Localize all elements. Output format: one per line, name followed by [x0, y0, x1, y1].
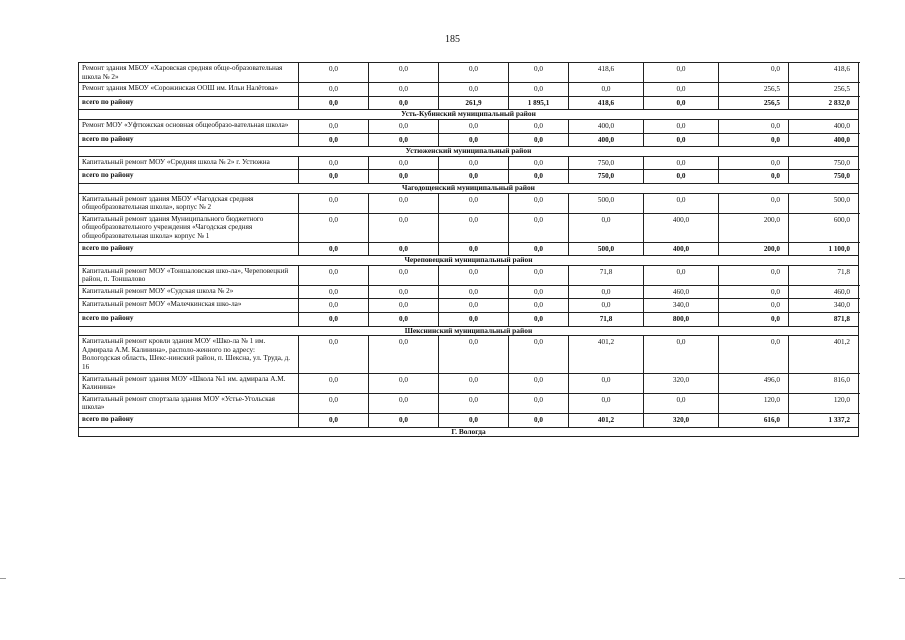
value-cell: 340,0 — [789, 299, 859, 313]
value-cell: 0,0 — [439, 242, 509, 256]
value-cell: 320,0 — [644, 414, 719, 428]
value-cell: 500,0 — [569, 242, 644, 256]
item-name: Капитальный ремонт спортзала здания МОУ «Устье-Угольская школа» — [79, 393, 299, 413]
district-header-row — [79, 427, 859, 437]
value-cell: 0,0 — [719, 285, 789, 299]
value-cell: 0,0 — [509, 285, 569, 299]
value-cell: 0,0 — [439, 119, 509, 133]
item-name: Ремонт МОУ «Уфтюжская основная общеобразо-вательная школа» — [79, 119, 299, 133]
value-cell: 0,0 — [369, 193, 439, 213]
value-cell: 0,0 — [369, 170, 439, 184]
value-cell: 0,0 — [509, 193, 569, 213]
value-cell: 71,8 — [569, 313, 644, 327]
value-cell: 120,0 — [789, 393, 859, 413]
value-cell: 0,0 — [644, 170, 719, 184]
item-name: Ремонт здания МБОУ «Сорожинская ООШ им. Ильи Налётова» — [79, 83, 299, 97]
value-cell: 0,0 — [569, 393, 644, 413]
value-cell: 750,0 — [569, 156, 644, 170]
total-label: всего по району — [79, 242, 299, 256]
item-name: Ремонт здания МБОУ «Харовская средняя обще-образовательная школа № 2» — [79, 63, 299, 83]
district-name: Шекснинский муниципальный район — [79, 326, 859, 336]
table-row — [79, 265, 859, 285]
value-cell: 400,0 — [644, 213, 719, 242]
item-name: Капитальный ремонт здания Муниципального бюджетного общеобразовательного учреждения «Чагодская средняя общеобразовательная школа» корпус № 1 — [79, 213, 299, 242]
value-cell: 616,0 — [719, 414, 789, 428]
district-name: Г. Вологда — [79, 427, 859, 437]
district-header-row — [79, 110, 859, 120]
item-name: Капитальный ремонт здания МБОУ «Чагодская средняя общеобразовательная школа», корпус № 2 — [79, 193, 299, 213]
total-label: всего по району — [79, 313, 299, 327]
value-cell: 0,0 — [719, 156, 789, 170]
page-number: 185 — [445, 34, 460, 45]
value-cell: 0,0 — [719, 63, 789, 83]
value-cell: 71,8 — [789, 265, 859, 285]
value-cell: 0,0 — [299, 313, 369, 327]
value-cell: 0,0 — [439, 193, 509, 213]
value-cell: 0,0 — [369, 313, 439, 327]
value-cell: 0,0 — [439, 63, 509, 83]
value-cell: 0,0 — [644, 96, 719, 110]
value-cell: 750,0 — [789, 156, 859, 170]
value-cell: 0,0 — [509, 414, 569, 428]
value-cell: 400,0 — [569, 133, 644, 147]
value-cell: 0,0 — [569, 373, 644, 393]
value-cell: 256,5 — [719, 83, 789, 97]
district-total-row — [79, 414, 859, 428]
value-cell: 0,0 — [299, 242, 369, 256]
value-cell: 0,0 — [299, 193, 369, 213]
district-name: Чагодощенский муниципальный район — [79, 183, 859, 193]
value-cell: 0,0 — [299, 96, 369, 110]
value-cell: 0,0 — [299, 83, 369, 97]
value-cell: 418,6 — [569, 63, 644, 83]
table-row — [79, 193, 859, 213]
district-total-row — [79, 242, 859, 256]
value-cell: 0,0 — [509, 63, 569, 83]
item-name: Капитальный ремонт МОУ «Тоншаловская шко-ла», Череповецкий район, п. Тоншалово — [79, 265, 299, 285]
district-header-row — [79, 256, 859, 266]
district-name: Усть-Кубинский муниципальный район — [79, 110, 859, 120]
value-cell: 800,0 — [644, 313, 719, 327]
value-cell: 0,0 — [509, 299, 569, 313]
total-label: всего по району — [79, 414, 299, 428]
district-header-row — [79, 183, 859, 193]
table-row — [79, 63, 859, 83]
value-cell: 200,0 — [719, 242, 789, 256]
district-name: Устюженский муниципальный район — [79, 147, 859, 157]
total-label: всего по району — [79, 170, 299, 184]
value-cell: 0,0 — [369, 63, 439, 83]
value-cell: 0,0 — [644, 133, 719, 147]
value-cell: 0,0 — [509, 265, 569, 285]
value-cell: 0,0 — [719, 193, 789, 213]
value-cell: 0,0 — [719, 336, 789, 373]
value-cell: 71,8 — [569, 265, 644, 285]
value-cell: 750,0 — [789, 170, 859, 184]
value-cell: 320,0 — [644, 373, 719, 393]
value-cell: 0,0 — [569, 299, 644, 313]
value-cell: 0,0 — [719, 170, 789, 184]
value-cell: 256,5 — [719, 96, 789, 110]
value-cell: 0,0 — [719, 313, 789, 327]
item-name: Капитальный ремонт МОУ «Средняя школа № 2» г. Устюжна — [79, 156, 299, 170]
value-cell: 0,0 — [369, 265, 439, 285]
value-cell: 0,0 — [299, 299, 369, 313]
value-cell: 0,0 — [369, 373, 439, 393]
value-cell: 418,6 — [789, 63, 859, 83]
value-cell: 418,6 — [569, 96, 644, 110]
value-cell: 460,0 — [789, 285, 859, 299]
table-row — [79, 119, 859, 133]
value-cell: 0,0 — [644, 156, 719, 170]
value-cell: 0,0 — [439, 393, 509, 413]
table-row — [79, 285, 859, 299]
value-cell: 0,0 — [299, 119, 369, 133]
value-cell: 0,0 — [509, 119, 569, 133]
value-cell: 0,0 — [439, 265, 509, 285]
value-cell: 0,0 — [299, 213, 369, 242]
value-cell: 0,0 — [369, 83, 439, 97]
value-cell: 0,0 — [509, 336, 569, 373]
total-label: всего по району — [79, 133, 299, 147]
table-row — [79, 336, 859, 373]
value-cell: 0,0 — [569, 285, 644, 299]
value-cell: 401,2 — [569, 336, 644, 373]
value-cell: 1 895,1 — [509, 96, 569, 110]
value-cell: 0,0 — [369, 285, 439, 299]
value-cell: 0,0 — [509, 83, 569, 97]
value-cell: 0,0 — [369, 299, 439, 313]
value-cell: 0,0 — [439, 83, 509, 97]
district-total-row — [79, 313, 859, 327]
value-cell: 0,0 — [644, 336, 719, 373]
value-cell: 0,0 — [369, 336, 439, 373]
value-cell: 0,0 — [439, 170, 509, 184]
value-cell: 0,0 — [719, 119, 789, 133]
value-cell: 0,0 — [369, 156, 439, 170]
value-cell: 500,0 — [789, 193, 859, 213]
value-cell: 400,0 — [789, 133, 859, 147]
value-cell: 750,0 — [569, 170, 644, 184]
table-row — [79, 393, 859, 413]
district-header-row — [79, 147, 859, 157]
value-cell: 0,0 — [719, 299, 789, 313]
value-cell: 0,0 — [509, 313, 569, 327]
value-cell: 0,0 — [439, 299, 509, 313]
item-name: Капитальный ремонт здания МОУ «Школа №1 им. адмирала А.М. Калинина» — [79, 373, 299, 393]
value-cell: 816,0 — [789, 373, 859, 393]
value-cell: 0,0 — [369, 133, 439, 147]
value-cell: 0,0 — [509, 133, 569, 147]
value-cell: 0,0 — [719, 265, 789, 285]
value-cell: 0,0 — [369, 414, 439, 428]
value-cell: 0,0 — [509, 373, 569, 393]
value-cell: 0,0 — [509, 213, 569, 242]
value-cell: 500,0 — [569, 193, 644, 213]
repair-funding-table — [78, 62, 859, 437]
table-row — [79, 213, 859, 242]
district-total-row — [79, 133, 859, 147]
value-cell: 0,0 — [509, 393, 569, 413]
value-cell: 0,0 — [299, 336, 369, 373]
value-cell: 0,0 — [644, 393, 719, 413]
value-cell: 0,0 — [369, 242, 439, 256]
value-cell: 600,0 — [789, 213, 859, 242]
district-header-row — [79, 326, 859, 336]
value-cell: 1 337,2 — [789, 414, 859, 428]
value-cell: 0,0 — [299, 414, 369, 428]
value-cell: 0,0 — [369, 393, 439, 413]
value-cell: 0,0 — [299, 133, 369, 147]
value-cell: 120,0 — [719, 393, 789, 413]
item-name: Капитальный ремонт МОУ «Судская школа № 2» — [79, 285, 299, 299]
value-cell: 261,9 — [439, 96, 509, 110]
value-cell: 401,2 — [789, 336, 859, 373]
district-name: Череповецкий муниципальный район — [79, 256, 859, 266]
left-margin-mark — [0, 578, 6, 579]
table-row — [79, 156, 859, 170]
value-cell: 0,0 — [299, 373, 369, 393]
value-cell: 401,2 — [569, 414, 644, 428]
value-cell: 0,0 — [439, 285, 509, 299]
value-cell: 400,0 — [569, 119, 644, 133]
value-cell: 0,0 — [369, 213, 439, 242]
table-row — [79, 83, 859, 97]
table-row — [79, 299, 859, 313]
value-cell: 0,0 — [299, 63, 369, 83]
value-cell: 0,0 — [439, 133, 509, 147]
value-cell: 0,0 — [509, 242, 569, 256]
value-cell: 0,0 — [369, 96, 439, 110]
value-cell: 0,0 — [299, 265, 369, 285]
item-name: Капитальный ремонт кровли здания МОУ «Шко-ла № 1 им. Адмирала А.М. Калинина», располо-женного по адресу: Вологодская область, Шекс-нинский район, п. Шексна, ул. Труда, д. 16 — [79, 336, 299, 373]
value-cell: 340,0 — [644, 299, 719, 313]
value-cell: 0,0 — [299, 393, 369, 413]
value-cell: 0,0 — [299, 285, 369, 299]
value-cell: 256,5 — [789, 83, 859, 97]
value-cell: 0,0 — [644, 119, 719, 133]
value-cell: 0,0 — [719, 133, 789, 147]
value-cell: 0,0 — [439, 213, 509, 242]
value-cell: 1 100,0 — [789, 242, 859, 256]
value-cell: 0,0 — [439, 313, 509, 327]
value-cell: 0,0 — [509, 156, 569, 170]
value-cell: 871,8 — [789, 313, 859, 327]
value-cell: 0,0 — [569, 83, 644, 97]
value-cell: 0,0 — [644, 193, 719, 213]
value-cell: 400,0 — [789, 119, 859, 133]
value-cell: 0,0 — [369, 119, 439, 133]
district-total-row — [79, 96, 859, 110]
value-cell: 0,0 — [439, 414, 509, 428]
value-cell: 496,0 — [719, 373, 789, 393]
table-row — [79, 373, 859, 393]
value-cell: 0,0 — [509, 170, 569, 184]
value-cell: 0,0 — [439, 156, 509, 170]
value-cell: 0,0 — [644, 83, 719, 97]
value-cell: 0,0 — [439, 373, 509, 393]
value-cell: 400,0 — [644, 242, 719, 256]
value-cell: 0,0 — [299, 170, 369, 184]
value-cell: 200,0 — [719, 213, 789, 242]
value-cell: 0,0 — [569, 213, 644, 242]
value-cell: 460,0 — [644, 285, 719, 299]
value-cell: 0,0 — [644, 63, 719, 83]
district-total-row — [79, 170, 859, 184]
item-name: Капитальный ремонт МОУ «Малечкинская шко-ла» — [79, 299, 299, 313]
value-cell: 0,0 — [644, 265, 719, 285]
value-cell: 0,0 — [299, 156, 369, 170]
value-cell: 0,0 — [439, 336, 509, 373]
total-label: всего по району — [79, 96, 299, 110]
value-cell: 2 832,0 — [789, 96, 859, 110]
right-margin-mark — [899, 578, 905, 579]
